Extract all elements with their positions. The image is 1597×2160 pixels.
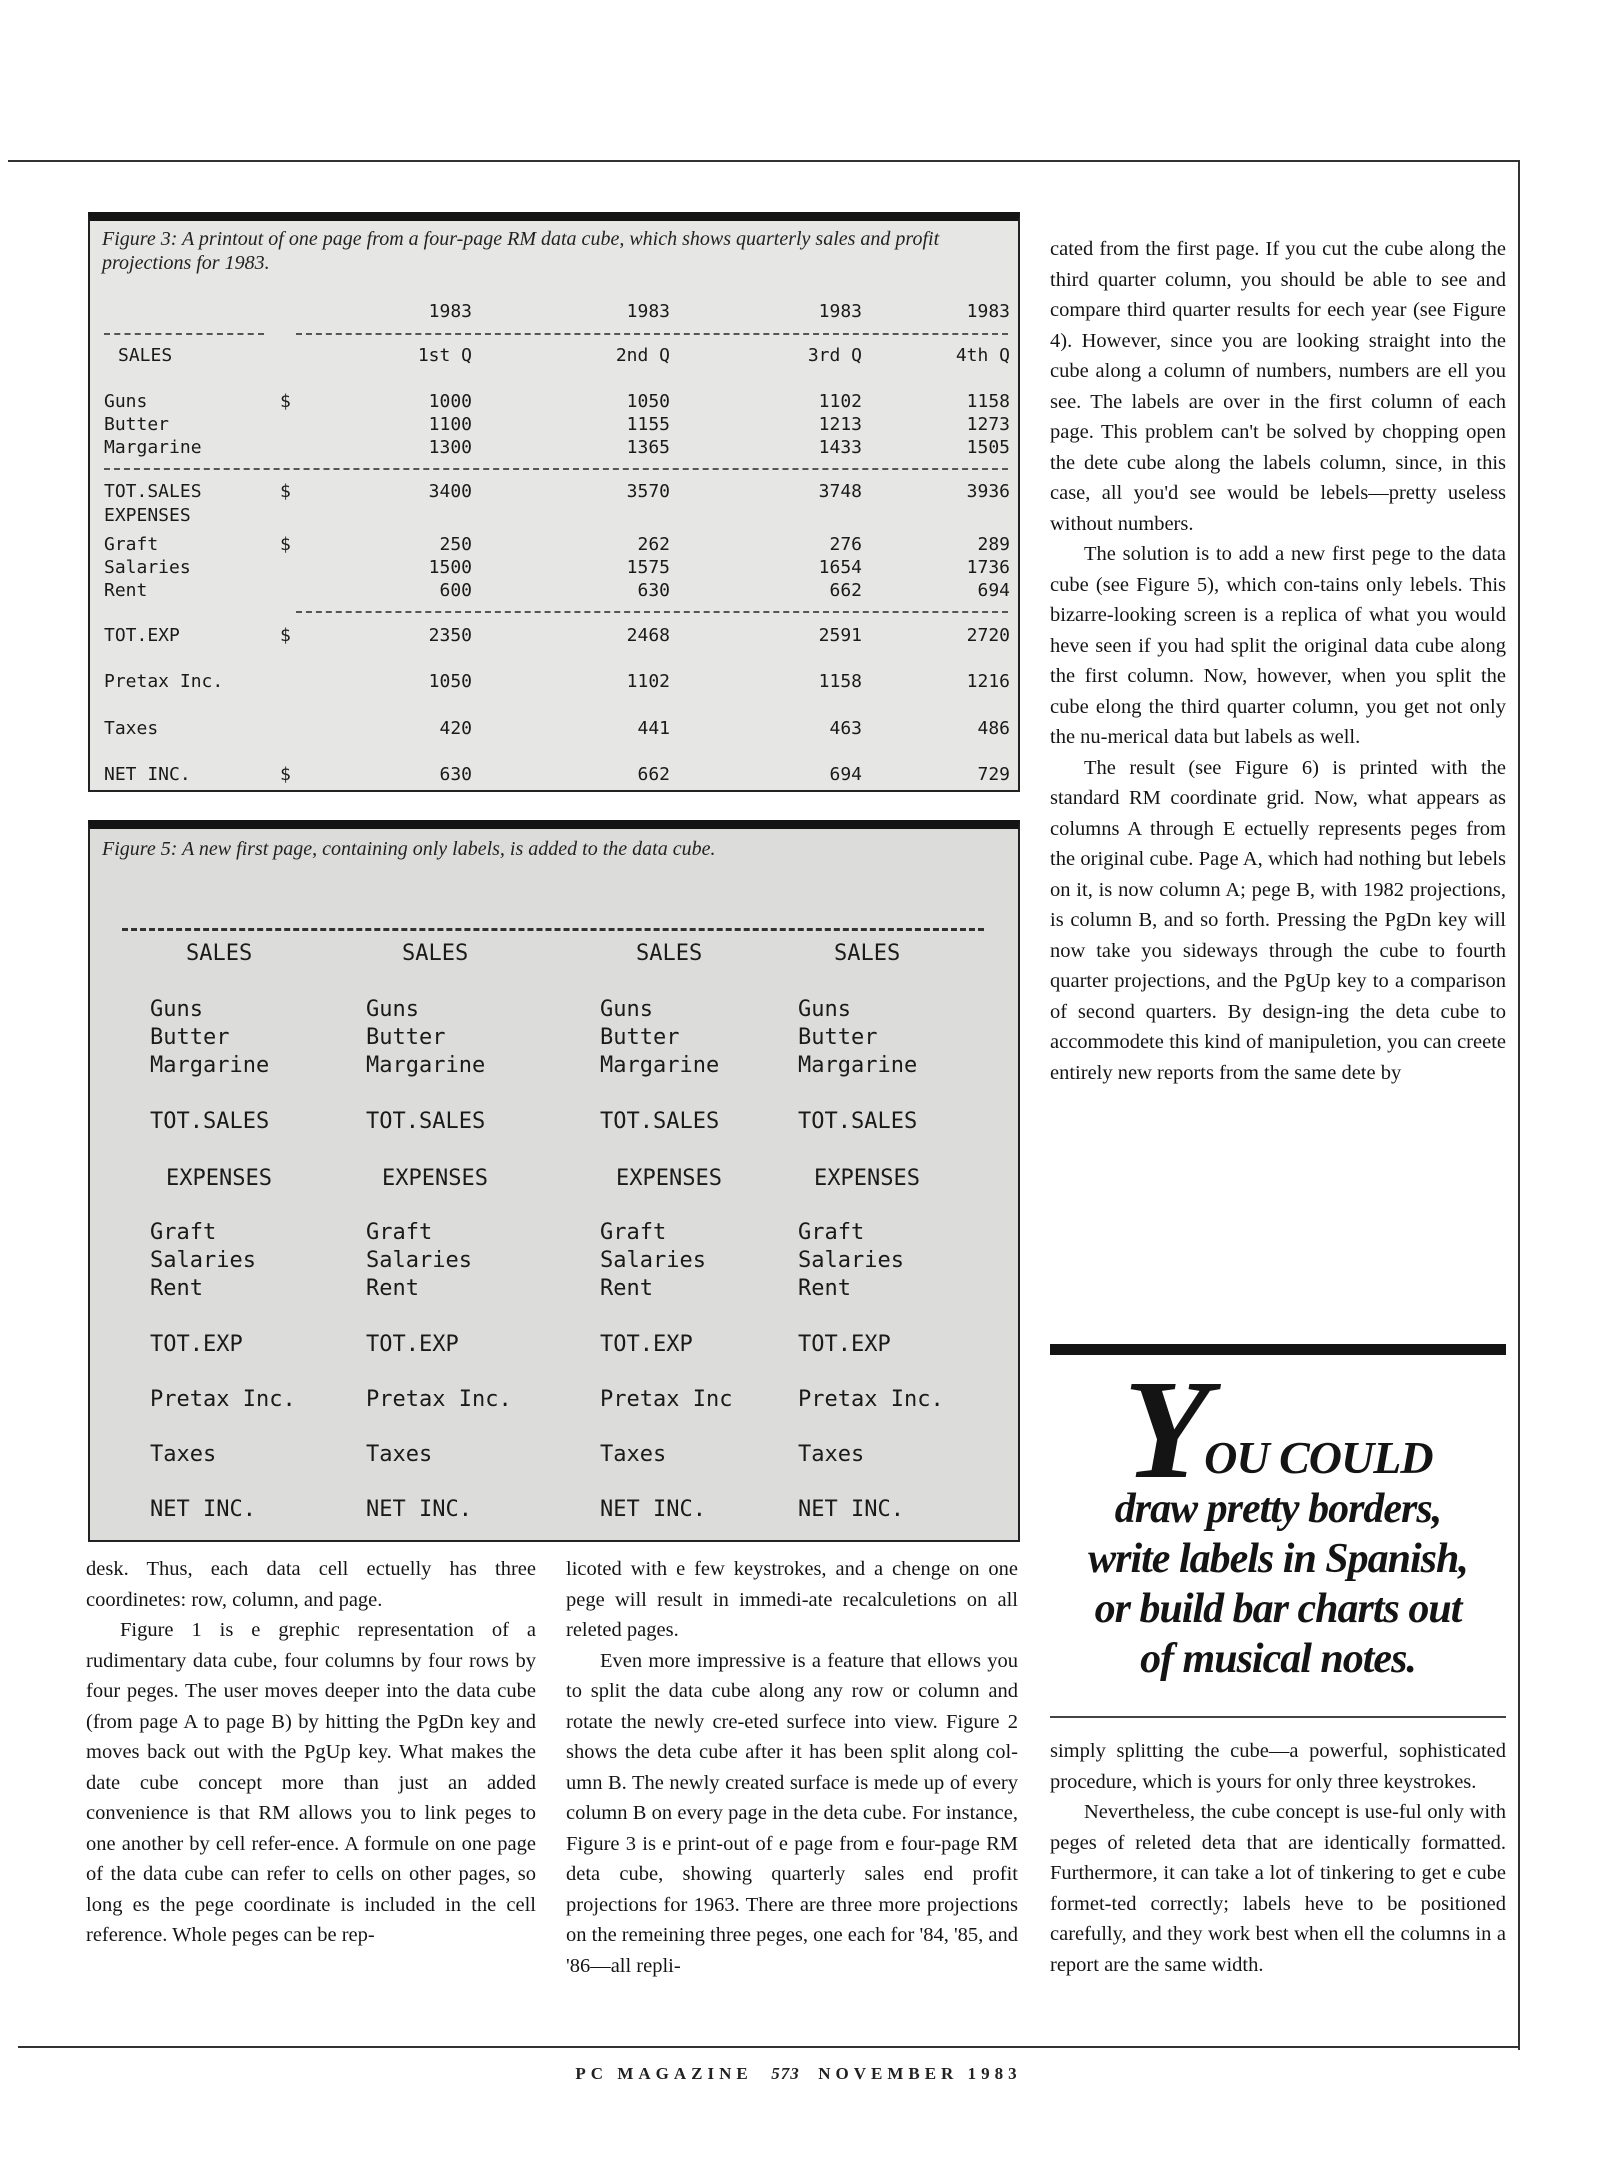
label-guns: Guns bbox=[150, 997, 203, 1022]
paragraph: licoted with e few keystrokes, and a chenge on one pege will result in immedi-ate recalculetions on all releted pages. bbox=[566, 1558, 1018, 1641]
value-cell: 729 bbox=[977, 764, 1010, 785]
label-tot-sales: TOT.SALES bbox=[600, 1109, 720, 1134]
value-cell: 1155 bbox=[626, 414, 670, 435]
value-cell: 662 bbox=[829, 580, 862, 601]
label-salaries: Salaries bbox=[600, 1248, 706, 1273]
paragraph: simply splitting the cube—a powerful, sophisticated procedure, which is yours for only three keystrokes. bbox=[1050, 1740, 1506, 1793]
dashed-rule bbox=[296, 611, 1008, 613]
row-label: EXPENSES bbox=[104, 505, 191, 526]
value-cell: 3400 bbox=[428, 481, 472, 502]
label-net-inc: NET INC. bbox=[150, 1497, 256, 1522]
figure-3-caption: Figure 3: A printout of one page from a four-page RM data cube, which shows quarterly sales and profit projections for 1983. bbox=[102, 228, 940, 274]
table-row bbox=[90, 718, 1018, 740]
value-cell: 1500 bbox=[428, 557, 472, 578]
row-label: Margarine bbox=[104, 437, 202, 458]
paragraph: The result (see Figure 6) is printed with the standard RM coordinate grid. Now, what appears as columns A through E ectuelly represents peges from the original cube. Page A, which had nothing but lebels on it, is now column A; pege B, with 1982 projections, is column B, and so forth. Pressing the PgDn key will now take you sideways through the cube to fourth quarter projections, and the PgUp key to a comparison of second quarters. By design-ing the deta cube to accommodete this kind of manipuletion, you can creete entirely new reports from the same dete by bbox=[1050, 756, 1506, 1084]
article-column-left bbox=[86, 1554, 536, 1951]
table-row bbox=[90, 625, 1018, 647]
value-cell: 1100 bbox=[428, 414, 472, 435]
label-butter: Butter bbox=[798, 1025, 878, 1050]
year-cell: 1983 bbox=[966, 301, 1010, 322]
value-cell: 441 bbox=[637, 718, 670, 739]
row-label: Salaries bbox=[104, 557, 191, 578]
paragraph: Even more impressive is a feature that ellows you to split the data cube along any row or column and rotate the newly cre-eted surfece into view. Figure 2 shows the deta cube after it has been split along col-umn B. The newly created surface is mede up of every column B on every page in the deta cube. For instance, Figure 3 is e print-out of e page from e four-page RM deta cube, showing quarterly sales end profit projections for 1963. There are three more projections on the remeining three peges, one each for '84, '85, and '86—all repli- bbox=[566, 1649, 1018, 1977]
value-cell: 2591 bbox=[818, 625, 862, 646]
value-cell: 1050 bbox=[626, 391, 670, 412]
value-cell: 2720 bbox=[966, 625, 1010, 646]
quarter-cell: 4th Q bbox=[955, 345, 1010, 366]
label-tot-exp: TOT.EXP bbox=[150, 1332, 243, 1357]
table-row bbox=[90, 414, 1018, 436]
year-row bbox=[90, 301, 1018, 323]
row-label: Rent bbox=[104, 580, 148, 601]
page-footer bbox=[0, 2064, 1597, 2084]
dashed-rule bbox=[296, 333, 1008, 335]
quarter-cell: 3rd Q bbox=[807, 345, 862, 366]
paragraph: cated from the first page. If you cut the cube along the third quarter column, you should be able to see and compare third quarter results for eech year (see Figure 4). However, since you are looking straight into the cube along a column of numbers, numbers are ell you see. The labels are over in the first column of each page. This problem can't be solved by chopping open the dete cube along the labels column, since, in this case, all you'd see would be lebels—pretty useless without numbers. bbox=[1050, 238, 1506, 535]
label-tot-sales: TOT.SALES bbox=[150, 1109, 270, 1134]
dollar-sign: $ bbox=[280, 391, 291, 412]
row-label: Taxes bbox=[104, 718, 159, 739]
paragraph: Nevertheless, the cube concept is use-ful only with peges of releted deta that are identically formatted. Furthermore, it can take a lot of tinkering to get e cube formet-ted correctly; labels heve to be positioned carefully, and they work best when ell the columns in a report are the same width. bbox=[1050, 1801, 1506, 1976]
label-tot-sales: TOT.SALES bbox=[798, 1109, 918, 1134]
dollar-sign: $ bbox=[280, 534, 291, 555]
label-expenses: EXPENSES bbox=[382, 1166, 488, 1191]
label-salaries: Salaries bbox=[798, 1248, 904, 1273]
value-cell: 420 bbox=[439, 718, 472, 739]
label-margarine: Margarine bbox=[150, 1053, 270, 1078]
pullquote-lead: OU COULD bbox=[1204, 1432, 1433, 1483]
label-tot-exp: TOT.EXP bbox=[366, 1332, 459, 1357]
value-cell: 463 bbox=[829, 718, 862, 739]
table-row bbox=[90, 391, 1018, 413]
value-cell: 630 bbox=[439, 764, 472, 785]
label-graft: Graft bbox=[366, 1220, 433, 1245]
label-expenses: EXPENSES bbox=[814, 1166, 920, 1191]
label-graft: Graft bbox=[798, 1220, 865, 1245]
value-cell: 250 bbox=[439, 534, 472, 555]
row-label: NET INC. bbox=[104, 764, 191, 785]
quarter-cell: 2nd Q bbox=[615, 345, 670, 366]
label-tot-exp: TOT.EXP bbox=[798, 1332, 891, 1357]
value-cell: 289 bbox=[977, 534, 1010, 555]
label-guns: Guns bbox=[366, 997, 419, 1022]
value-cell: 1158 bbox=[818, 671, 862, 692]
value-cell: 262 bbox=[637, 534, 670, 555]
value-cell: 2350 bbox=[428, 625, 472, 646]
value-cell: 276 bbox=[829, 534, 862, 555]
table-row bbox=[90, 505, 1018, 527]
article-column-right-top bbox=[1050, 234, 1506, 1088]
pullquote-initial: Y bbox=[1123, 1350, 1205, 1508]
label-margarine: Margarine bbox=[798, 1053, 918, 1078]
article-column-middle bbox=[566, 1554, 1018, 1981]
table-row bbox=[90, 437, 1018, 459]
value-cell: 662 bbox=[637, 764, 670, 785]
value-cell: 3936 bbox=[966, 481, 1010, 502]
label-taxes: Taxes bbox=[366, 1442, 433, 1467]
year-cell: 1983 bbox=[818, 301, 862, 322]
table-row bbox=[90, 481, 1018, 503]
footer-date: NOVEMBER 1983 bbox=[818, 2064, 1022, 2083]
value-cell: 1505 bbox=[966, 437, 1010, 458]
label-pretax: Pretax Inc. bbox=[366, 1387, 512, 1412]
dashed-rule bbox=[122, 928, 984, 931]
value-cell: 1213 bbox=[818, 414, 862, 435]
footer-page-number: 573 bbox=[771, 2064, 800, 2083]
label-tot-sales: TOT.SALES bbox=[366, 1109, 486, 1134]
figure-5 bbox=[88, 820, 1020, 1542]
label-guns: Guns bbox=[798, 997, 851, 1022]
paragraph: desk. Thus, each data cell ectuelly has three coordinetes: row, column, and page. bbox=[86, 1558, 536, 1611]
year-cell: 1983 bbox=[626, 301, 670, 322]
label-butter: Butter bbox=[600, 1025, 680, 1050]
label-sales: SALES bbox=[636, 941, 703, 966]
figure-3 bbox=[88, 212, 1020, 792]
value-cell: 1000 bbox=[428, 391, 472, 412]
value-cell: 694 bbox=[977, 580, 1010, 601]
label-net-inc: NET INC. bbox=[366, 1497, 472, 1522]
label-pretax: Pretax Inc. bbox=[150, 1387, 296, 1412]
value-cell: 1050 bbox=[428, 671, 472, 692]
value-cell: 3748 bbox=[818, 481, 862, 502]
dashed-rule bbox=[104, 333, 264, 335]
label-taxes: Taxes bbox=[600, 1442, 667, 1467]
label-rent: Rent bbox=[366, 1276, 419, 1301]
label-rent: Rent bbox=[600, 1276, 653, 1301]
label-net-inc: NET INC. bbox=[600, 1497, 706, 1522]
value-cell: 1433 bbox=[818, 437, 862, 458]
label-taxes: Taxes bbox=[798, 1442, 865, 1467]
label-net-inc: NET INC. bbox=[798, 1497, 904, 1522]
article-column-right-bottom bbox=[1050, 1736, 1506, 1980]
label-tot-exp: TOT.EXP bbox=[600, 1332, 693, 1357]
value-cell: 1300 bbox=[428, 437, 472, 458]
row-label: Guns bbox=[104, 391, 148, 412]
quarter-cell: 1st Q bbox=[417, 345, 472, 366]
label-margarine: Margarine bbox=[366, 1053, 486, 1078]
pullquote-line: draw pretty borders, bbox=[1114, 1486, 1442, 1532]
table-row bbox=[90, 764, 1018, 786]
table-row bbox=[90, 557, 1018, 579]
value-cell: 1654 bbox=[818, 557, 862, 578]
table-row bbox=[90, 580, 1018, 602]
label-expenses: EXPENSES bbox=[616, 1166, 722, 1191]
page-top-rule bbox=[8, 160, 1520, 162]
row-label: TOT.SALES bbox=[104, 481, 202, 502]
table-row bbox=[90, 534, 1018, 556]
value-cell: 694 bbox=[829, 764, 862, 785]
dollar-sign: $ bbox=[280, 481, 291, 502]
value-cell: 2468 bbox=[626, 625, 670, 646]
pullquote-line: of musical notes. bbox=[1140, 1636, 1416, 1682]
label-salaries: Salaries bbox=[366, 1248, 472, 1273]
dollar-sign: $ bbox=[280, 764, 291, 785]
label-butter: Butter bbox=[150, 1025, 230, 1050]
page-right-rule bbox=[1518, 160, 1520, 2050]
page-bottom-rule bbox=[18, 2046, 1520, 2048]
label-margarine: Margarine bbox=[600, 1053, 720, 1078]
pullquote-line: write labels in Spanish, bbox=[1088, 1536, 1468, 1582]
label-sales: SALES bbox=[834, 941, 901, 966]
value-cell: 630 bbox=[637, 580, 670, 601]
value-cell: 1216 bbox=[966, 671, 1010, 692]
row-label: Graft bbox=[104, 534, 159, 555]
label-rent: Rent bbox=[150, 1276, 203, 1301]
row-label: Pretax Inc. bbox=[104, 671, 224, 692]
label-taxes: Taxes bbox=[150, 1442, 217, 1467]
dashed-rule bbox=[104, 468, 1008, 470]
label-sales: SALES bbox=[402, 941, 469, 966]
table-row bbox=[90, 671, 1018, 693]
value-cell: 1102 bbox=[626, 671, 670, 692]
value-cell: 1158 bbox=[966, 391, 1010, 412]
row-label: Butter bbox=[104, 414, 170, 435]
figure-5-caption: Figure 5: A new first page, containing only labels, is added to the data cube. bbox=[102, 838, 716, 860]
footer-magazine: PC MAGAZINE bbox=[575, 2064, 753, 2083]
sales-header: SALES bbox=[118, 345, 173, 366]
value-cell: 1273 bbox=[966, 414, 1010, 435]
value-cell: 486 bbox=[977, 718, 1010, 739]
year-cell: 1983 bbox=[428, 301, 472, 322]
dollar-sign: $ bbox=[280, 625, 291, 646]
row-label: TOT.EXP bbox=[104, 625, 180, 646]
label-salaries: Salaries bbox=[150, 1248, 256, 1273]
label-rent: Rent bbox=[798, 1276, 851, 1301]
quarter-row bbox=[90, 345, 1018, 367]
value-cell: 1365 bbox=[626, 437, 670, 458]
pullquote bbox=[1050, 1350, 1506, 1710]
label-guns: Guns bbox=[600, 997, 653, 1022]
label-graft: Graft bbox=[150, 1220, 217, 1245]
value-cell: 3570 bbox=[626, 481, 670, 502]
pullquote-line: or build bar charts out bbox=[1094, 1586, 1462, 1632]
value-cell: 1736 bbox=[966, 557, 1010, 578]
paragraph: Figure 1 is e grephic representation of a rudimentary data cube, four columns by four rows by four peges. The user moves deeper into the data cube (from page A to page B) by hitting the PgDn key and moves back out with the PgUp key. What makes the date cube concept more than just an added convenience is that RM allows you to link peges to one another by cell refer-ence. A formule on one page of the data cube can refer to cells on other pages, so long es the pege coordinate is included in the cell reference. Whole peges can be rep- bbox=[86, 1619, 536, 1946]
value-cell: 1102 bbox=[818, 391, 862, 412]
paragraph: The solution is to add a new first pege to the data cube (see Figure 5), which con-tains only lebels. This bizarre-looking screen is a replica of what you would heve seen if you had split the original data cube along the first column. Now, however, when you split the cube elong the third quarter column, you get not only the nu-merical data but labels as well. bbox=[1050, 543, 1506, 748]
label-pretax: Pretax Inc. bbox=[798, 1387, 944, 1412]
pullquote-rule bbox=[1050, 1716, 1506, 1718]
label-graft: Graft bbox=[600, 1220, 667, 1245]
value-cell: 600 bbox=[439, 580, 472, 601]
label-expenses: EXPENSES bbox=[166, 1166, 272, 1191]
pullquote-bar bbox=[1050, 1344, 1506, 1355]
label-pretax: Pretax Inc bbox=[600, 1387, 733, 1412]
label-butter: Butter bbox=[366, 1025, 446, 1050]
value-cell: 1575 bbox=[626, 557, 670, 578]
label-sales: SALES bbox=[186, 941, 253, 966]
